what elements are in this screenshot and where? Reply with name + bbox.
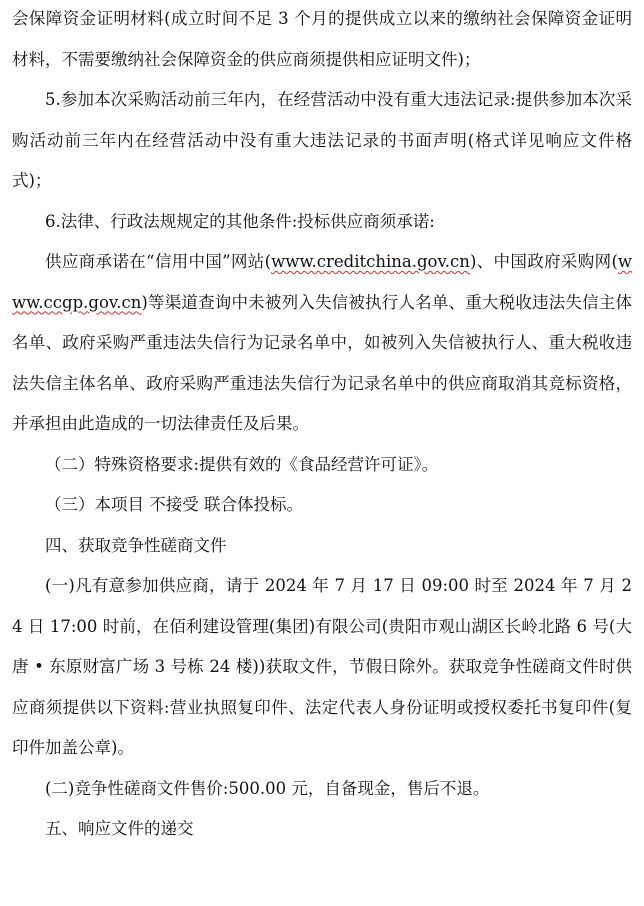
commitment-text-end: )等渠道查询中未被列入失信被执行人名单、重大税收违法失信主体名单、政府采购严重违法失信行为记录名单中，如被列入失信被执行人、重大税收违法失信主体名单、政府采购严重违法失信行为记录名单中的供应商取消其竞标资格，并承担由此造成的一切法律责任及后果。 (12, 292, 632, 433)
commitment-text-middle: )、中国政府采购网( (469, 252, 618, 271)
paragraph-credit-commitment (12, 242, 632, 445)
paragraph-no-illegal-record: 5.参加本次采购活动前三年内，在经营活动中没有重大违法记录:提供参加本次采购活动前三年内在经营活动中没有重大违法记录的书面声明(格式详见响应文件格式)； (12, 90, 632, 190)
paragraph-no-consortium: （三）本项目 不接受 联合体投标。 (45, 495, 303, 514)
section-heading-submit-response: 五、响应文件的递交 (45, 819, 194, 838)
ccgp-link[interactable]: www.ccgp.gov.cn (12, 252, 633, 312)
paragraph-obtain-documents: (一)凡有意参加供应商，请于 2024 年 7 月 17 日 09:00 时至 2024 年 7 月 24 日 17:00 时前，在佰利建设管理(集团)有限公司(贵阳市观山湖区长岭北路 6 号(大唐 • 东原财富广场 3 号栋 24 楼))获取文件，节假日除外。获取竞争性磋商文件时供应商须提供以下资料:营业执照复印件、法定代表人身份证明或授权委托书复印件(复印件加盖公章)。 (12, 576, 632, 757)
section-heading-obtain-documents: 四、获取竞争性磋商文件 (45, 535, 227, 555)
document-page (12, 0, 632, 850)
paragraph-special-qualification: （二）特殊资格要求:提供有效的《食品经营许可证》。 (45, 454, 439, 474)
paragraph-document-price: (二)竞争性磋商文件售价:500.00 元，自备现金，售后不退。 (45, 778, 490, 798)
paragraph-other-conditions: 6.法律、行政法规规定的其他条件:投标供应商须承诺: (45, 211, 435, 231)
paragraph-social-security-proof: 会保障资金证明材料(成立时间不足 3 个月的提供成立以来的缴纳社会保障资金证明材料，不需要缴纳社会保障资金的供应商须提供相应证明文件)； (12, 9, 632, 69)
commitment-text-start: 供应商承诺在“信用中国”网站( (45, 252, 272, 271)
creditchina-link[interactable]: www.creditchina.gov.cn (271, 252, 470, 271)
